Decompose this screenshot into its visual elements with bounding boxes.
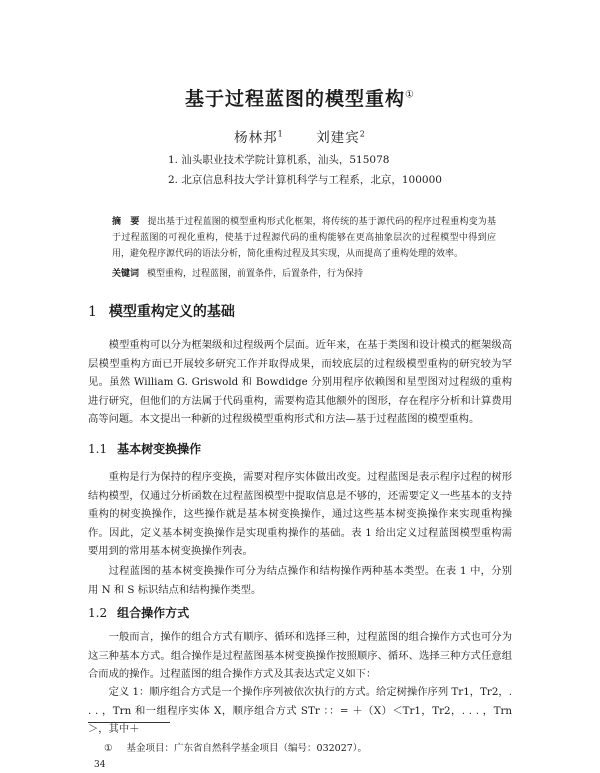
keywords-text: 模型重构，过程蓝图，前置条件，后置条件，行为保持 — [147, 269, 364, 279]
section-1-2-number: 1.2 — [88, 606, 108, 620]
keywords — [112, 266, 363, 279]
paper-title — [0, 84, 600, 111]
author-1-affil-mark: 1 — [277, 129, 284, 139]
title-footnote-mark: ① — [405, 89, 415, 101]
section-1-2-paragraph-1: 一般而言，操作的组合方式有顺序、循环和选择三种，过程蓝图的组合操作方式也可分为这三种基本方式。组合操作是过程蓝图基本树变换操作按照顺序、循环、选择三种方式任意组合而成的操作。过程蓝图的组合操作方式及其表达式定义如下： — [88, 631, 512, 680]
title-text: 基于过程蓝图的模型重构 — [185, 88, 406, 110]
author-2: 刘建宾 — [316, 130, 360, 146]
footnote — [104, 740, 367, 754]
abstract-label: 摘 要 — [112, 217, 140, 227]
section-1-number: 1 — [88, 304, 97, 320]
abstract-text: 提出基于过程蓝图的模型重构形式化框架，将传统的基于源代码的程序过程重构变为基于过程蓝图的可视化重构，使基于过程源代码的重构能够在更高抽象层次的过程模型中得到应用，避免程序源代码的语法分析，简化重构过程及其实现，从而提高了重构处理的效率。 — [112, 217, 496, 259]
section-1-1-paragraph-1: 重构是行为保持的程序变换，需要对程序实体做出改变。过程蓝图是表示程序过程的树形结构模型，仅通过分析函数在过程蓝图模型中提取信息是不够的，还需要定义一些基本的支持重构的树变换操作，这些操作就是基本树变换操作，通过这些基本树变换操作来实现重构操作。因此，定义基本树变换操作是实现重构操作的基础。表 1 给出定义过程蓝图模型重构需要用到的常用基本树变换操作列表。 — [88, 471, 512, 557]
affiliation-1: 1. 汕头职业技术学院计算机系，汕头，515078 — [168, 154, 390, 166]
abstract — [112, 214, 496, 262]
footnote-text: 基金项目：广东省自然科学基金项目（编号：032027）。 — [126, 743, 368, 754]
section-1-2-title: 组合操作方式 — [117, 606, 190, 620]
section-1-1-paragraph-2: 过程蓝图的基本树变换操作可分为结点操作和结构操作两种基本类型。在表 1 中，分别用 N 和 S 标识结点和结构操作类型。 — [88, 565, 512, 596]
section-1-title: 模型重构定义的基础 — [108, 304, 235, 320]
section-1-heading — [88, 301, 235, 321]
section-1-2-heading — [88, 604, 189, 621]
section-1-1-heading — [88, 440, 201, 457]
affiliation-2: 2. 北京信息科技大学计算机科学与工程系，北京，100000 — [168, 174, 442, 186]
section-1-1-number: 1.1 — [88, 442, 108, 456]
author-2-affil-mark: 2 — [359, 129, 366, 139]
page-number: 34 — [94, 760, 106, 770]
section-1-1-title: 基本树变换操作 — [117, 442, 202, 456]
section-1-2-paragraph-2: 定义 1：顺序组合方式是一个操作序列被依次执行的方式。给定树操作序列 Tr1，Tr2，. . . ，Trn 和一组程序实体 X，顺序组合方式 STr ：：= ＋（X）＜Tr1，Tr2，. . . ，Trn＞，其中＋ — [88, 686, 512, 735]
section-1-paragraph: 模型重构可以分为框架级和过程级两个层面。近年来，在基于类图和设计模式的框架级高层模型重构方面已开展较多研究工作并取得成果，而较底层的过程级模型重构的研究较为罕见。虽然 William G. Griswold 和 Bowdidge 分别用程序依赖图和星型图对过程级的重构进行研究，但他们的方法属于代码重构，需要构造其他额外的图形，存在程序分析和计算费用高等问题。本文提出一种新的过程级模型重构形式和方法—基于过程蓝图的模型重构。 — [88, 339, 512, 425]
author-line — [0, 126, 600, 146]
footnote-mark: ① — [104, 743, 113, 754]
footnote-divider — [88, 722, 170, 723]
keywords-label: 关键词 — [112, 269, 140, 279]
author-1: 杨林邦 — [234, 130, 278, 146]
